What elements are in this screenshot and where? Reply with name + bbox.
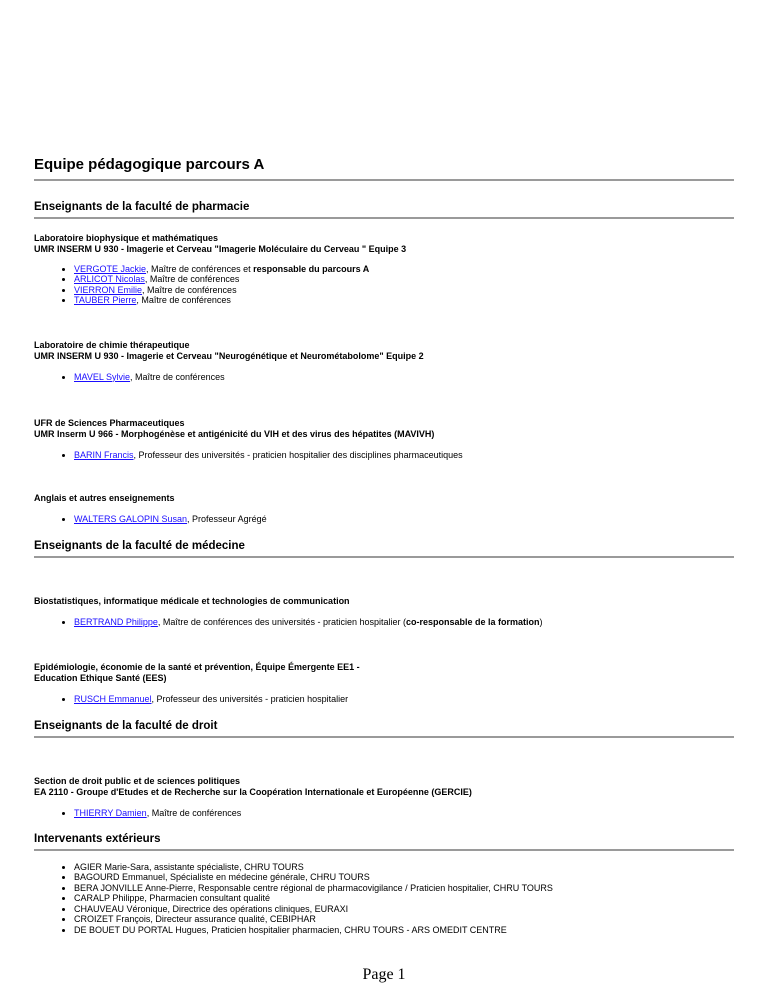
list-item: • BAGOURD Emmanuel, Spécialiste en médecine générale, CHRU TOURS — [74, 872, 734, 882]
group-subtitle: UMR INSERM U 930 - Imagerie et Cerveau "Imagerie Moléculaire du Cerveau " Equipe 3 — [34, 244, 407, 254]
list-item: • VIERRON Emilie, Maître de conférences — [74, 285, 734, 295]
list-item: • AGIER Marie-Sara, assistante spécialiste, CHRU TOURS — [74, 862, 734, 872]
list-item: • CARALP Philippe, Pharmacien consultant qualité — [74, 893, 734, 903]
group-title: Epidémiologie, économie de la santé et prévention, Équipe Émergente EE1 - — [34, 662, 360, 673]
list-item: • BARIN Francis, Professeur des universités - praticien hospitalier des disciplines pharmaceutiques — [74, 450, 734, 460]
member-link[interactable]: MAVEL Sylvie — [74, 371, 131, 382]
list-item: • ARLICOT Nicolas, Maître de conférences — [74, 274, 734, 284]
list-item: • BERTRAND Philippe, Maître de conférences des universités - praticien hospitalier (co-responsable de la formation) — [74, 617, 734, 627]
member-link[interactable]: ARLICOT Nicolas — [74, 274, 145, 285]
member-list — [34, 514, 734, 524]
member-link[interactable]: TAUBER Pierre — [74, 295, 137, 306]
list-item: • MAVEL Sylvie, Maître de conférences — [74, 372, 734, 382]
group-biostat — [34, 596, 734, 627]
group-droit-public — [34, 776, 734, 818]
group-anglais — [34, 493, 734, 524]
group-biophysique — [34, 233, 734, 306]
member-list — [34, 694, 734, 704]
page-number: Page 1 — [362, 966, 406, 983]
list-item: • TAUBER Pierre, Maître de conférences — [74, 295, 734, 305]
member-list — [34, 450, 734, 460]
member-list — [34, 264, 734, 306]
list-item: • VERGOTE Jackie, Maître de conférences et responsable du parcours A — [74, 264, 734, 274]
member-link[interactable]: WALTERS GALOPIN Susan — [74, 514, 188, 525]
member-list — [34, 372, 734, 382]
group-subtitle: EA 2110 - Groupe d'Etudes et de Recherche sur la Coopération Internationale et Européenne (GERCIE) — [34, 786, 472, 797]
group-subtitle: UMR Inserm U 966 - Morphogénèse et antigénicité du VIH et des virus des hépatites (MAVIVH) — [34, 429, 435, 440]
list-item: • CROIZET François, Directeur assurance qualité, CEBIPHAR — [74, 914, 734, 924]
group-subtitle: Education Ethique Santé (EES) — [34, 673, 167, 684]
list-item: • BERA JONVILLE Anne-Pierre, Responsable centre régional de pharmacovigilance / Praticien hospitalier, CHRU TOURS — [74, 883, 734, 893]
group-title: Anglais et autres enseignements — [34, 493, 175, 504]
group-title: UFR de Sciences Pharmaceutiques — [34, 418, 185, 429]
member-link[interactable]: BARIN Francis — [74, 450, 134, 461]
section-heading-droit: Enseignants de la faculté de droit — [34, 720, 734, 738]
member-list — [34, 808, 734, 818]
member-link[interactable]: THIERRY Damien — [74, 807, 147, 818]
member-link[interactable]: VIERRON Emilie — [74, 284, 143, 295]
section-heading-pharmacie: Enseignants de la faculté de pharmacie — [34, 201, 734, 219]
group-subtitle: UMR INSERM U 930 - Imagerie et Cerveau "Neurogénétique et Neurométabolome" Equipe 2 — [34, 350, 424, 361]
list-item: • CHAUVEAU Véronique, Directrice des opérations cliniques, EURAXI — [74, 904, 734, 914]
list-item: • THIERRY Damien, Maître de conférences — [74, 808, 734, 818]
external-list — [34, 862, 734, 935]
group-title: Biostatistiques, informatique médicale et technologies de communication — [34, 595, 350, 606]
document-page — [34, 156, 734, 935]
section-heading-exterieurs: Intervenants extérieurs — [34, 833, 734, 851]
group-chimie — [34, 340, 734, 382]
group-epidemio — [34, 662, 734, 704]
member-link[interactable]: RUSCH Emmanuel — [74, 694, 152, 705]
member-link[interactable]: VERGOTE Jackie — [74, 264, 147, 274]
list-item: • DE BOUET DU PORTAL Hugues, Praticien hospitalier pharmacien, CHRU TOURS - ARS OMEDIT CENTRE — [74, 925, 734, 935]
group-ufr — [34, 418, 734, 460]
group-title: Section de droit public et de sciences politiques — [34, 775, 241, 786]
group-title: Laboratoire biophysique et mathématiques — [34, 233, 219, 243]
page-title: Equipe pédagogique parcours A — [34, 156, 734, 181]
member-list — [34, 617, 734, 627]
member-link[interactable]: BERTRAND Philippe — [74, 616, 158, 627]
list-item: • WALTERS GALOPIN Susan, Professeur Agrégé — [74, 514, 734, 524]
group-title: Laboratoire de chimie thérapeutique — [34, 339, 190, 350]
section-heading-medecine: Enseignants de la faculté de médecine — [34, 540, 734, 558]
list-item: • RUSCH Emmanuel, Professeur des universités - praticien hospitalier — [74, 694, 734, 704]
